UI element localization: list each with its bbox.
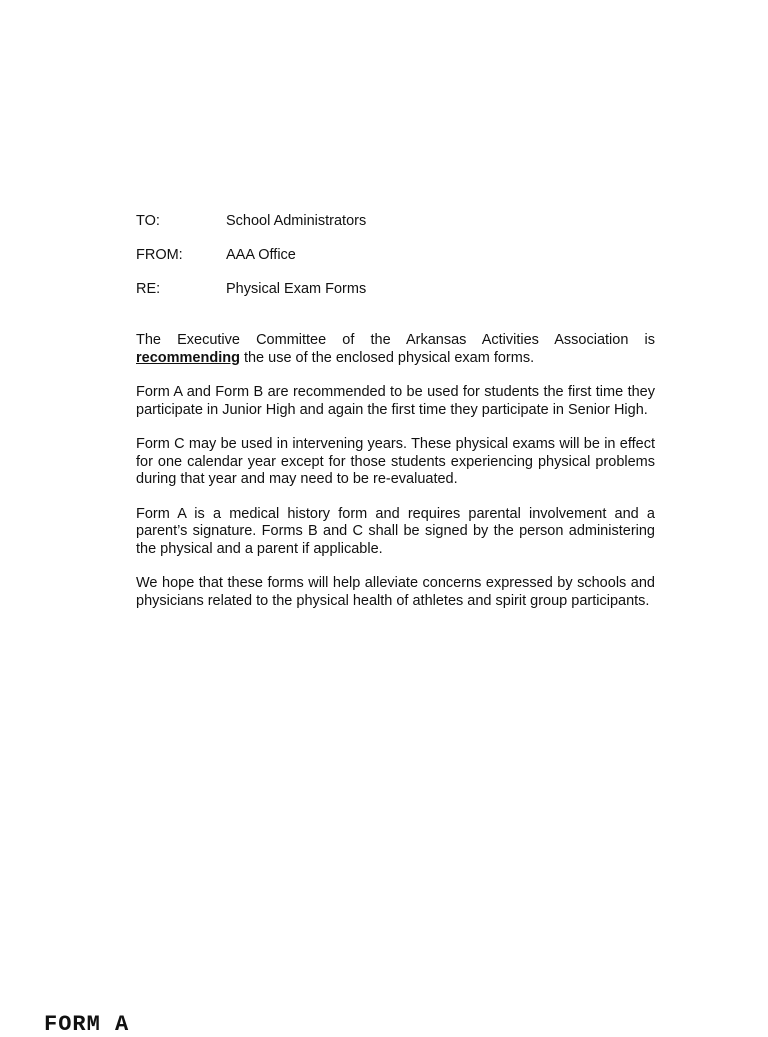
memo-from-value: AAA Office — [226, 247, 296, 263]
memo-to-value: School Administrators — [226, 213, 367, 229]
recommending-emphasis: recommending — [136, 349, 240, 366]
paragraph-recommendation — [136, 332, 655, 367]
paragraph-closing: We hope that these forms will help alleviate concerns expressed by schools and physicians related to the physical health of athletes and spirit group participants. — [136, 575, 655, 609]
memo-header — [136, 212, 655, 314]
paragraph-form-c: Form C may be used in intervening years. These physical exams will be in effect for one calendar year except for those students experiencing physical problems during that year and may need to be re-evaluated. — [136, 436, 655, 487]
memo-re-value: Physical Exam Forms — [226, 281, 367, 297]
memo-to-row — [136, 212, 655, 246]
memo — [136, 212, 655, 627]
paragraph-recommendation-tail: the use of the enclosed physical exam forms. — [239, 349, 535, 366]
memo-from-label: FROM: — [136, 247, 183, 263]
form-a-heading: FORM A — [44, 1012, 130, 1037]
memo-re-label: RE: — [136, 281, 161, 297]
paragraph-forms-a-b: Form A and Form B are recommended to be used for students the first time they participate in Junior High and again the first time they participate in Senior High. — [136, 384, 655, 418]
memo-from-row — [136, 246, 655, 280]
paragraph-signatures: Form A is a medical history form and requires parental involvement and a parent’s signature. Forms B and C shall be signed by the person administering the physical and a parent if applicable. — [136, 505, 655, 557]
paragraph-recommendation-text: The Executive Committee of the Arkansas Activities Association is — [136, 332, 655, 348]
memo-body — [136, 332, 655, 610]
memo-to-label: TO: — [136, 213, 160, 229]
memo-re-row — [136, 280, 655, 314]
